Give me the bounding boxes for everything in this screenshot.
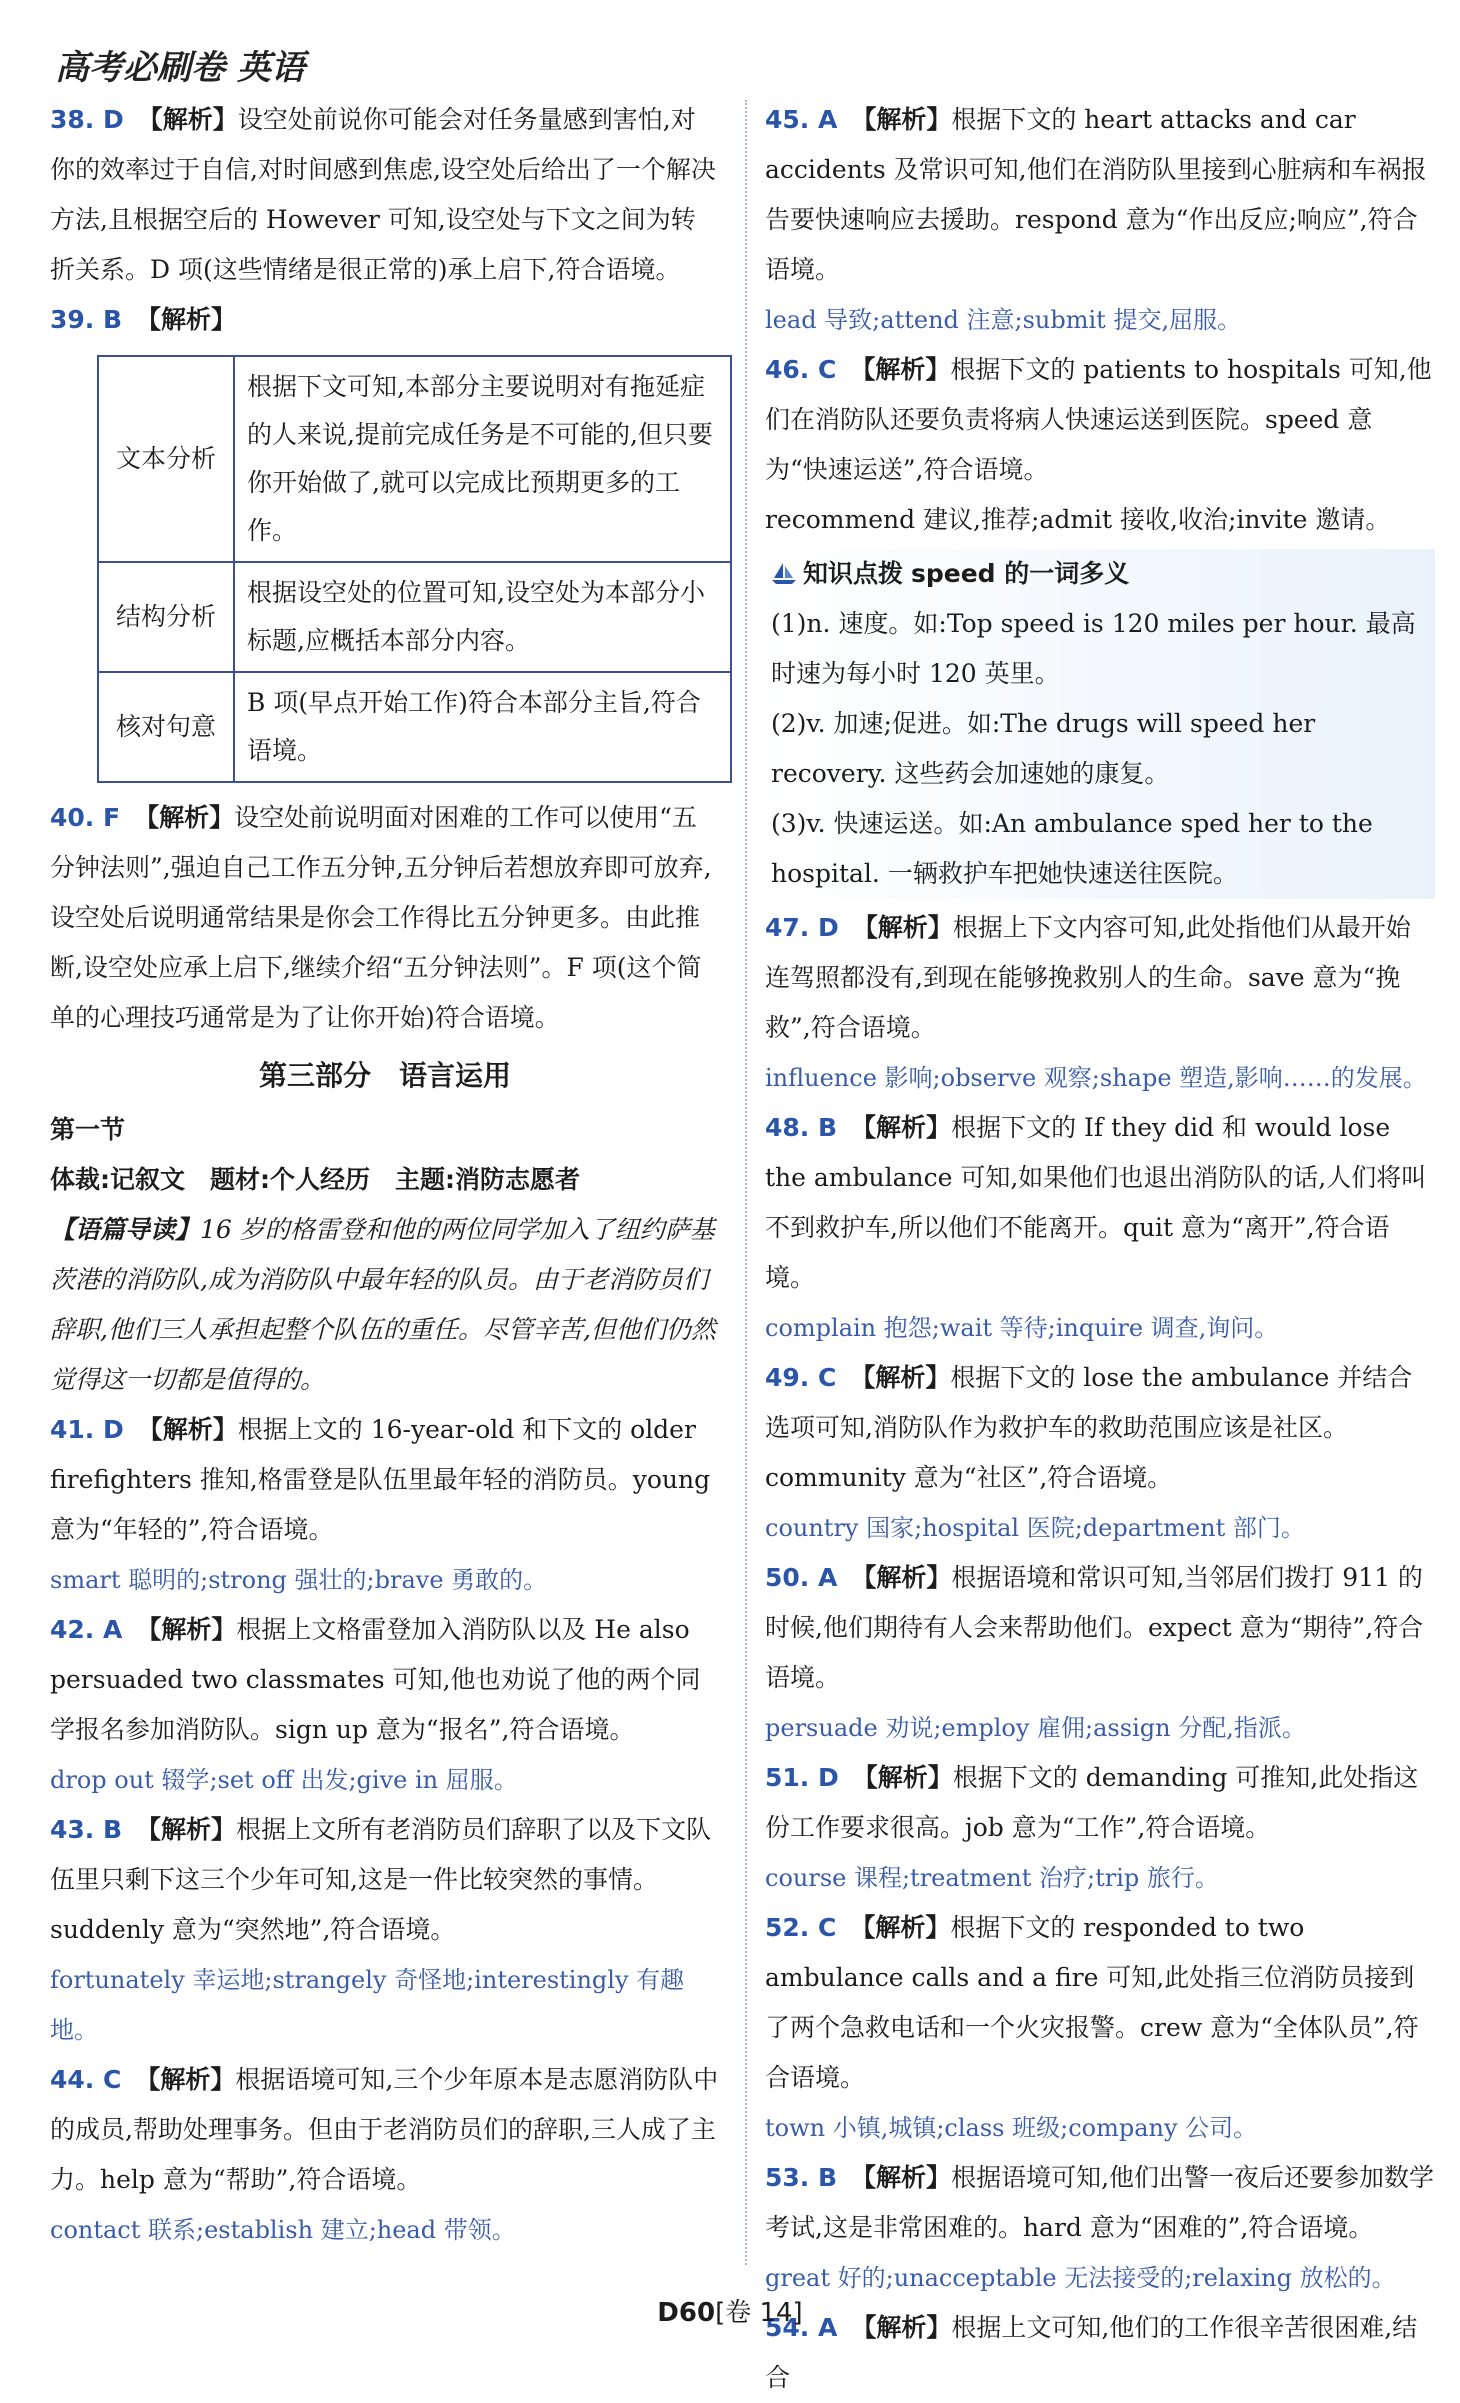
option-glossary: smart 聪明的;strong 强壮的;brave 勇敢的。 [50, 1566, 548, 1594]
analysis-tag: 【解析】 [851, 2163, 952, 2192]
table-label: 文本分析 [98, 356, 234, 562]
answer-47 [765, 903, 1435, 1053]
intro-tag: 【语篇导读】 [50, 1215, 201, 1244]
question-number: 42. A [50, 1615, 123, 1644]
table-row [98, 356, 731, 562]
option-glossary: great 好的;unacceptable 无法接受的;relaxing 放松的。 [765, 2264, 1396, 2292]
column-divider [745, 100, 747, 2265]
analysis-tag: 【解析】 [137, 105, 238, 134]
question-number: 38. D [50, 105, 124, 134]
passage-intro [50, 1205, 720, 1405]
section-title: 第三部分 语言运用 [258, 1059, 511, 1092]
analysis-tag: 【解析】 [851, 2313, 952, 2342]
analysis-text: 根据语境和常识可知,当邻居们拨打 911 的时候,他们期待有人会来帮助他们。expect 意为“期待”,符合语境。 [765, 1563, 1424, 1692]
option-glossary: course 课程;treatment 治疗;trip 旅行。 [765, 1864, 1219, 1892]
answer-38 [50, 95, 720, 295]
analysis-tag: 【解析】 [851, 1113, 952, 1142]
analysis-text: 根据上文所有老消防员们辞职了以及下文队伍里只剩下这三个少年可知,这是一件比较突然的事情。suddenly 意为“突然地”,符合语境。 [50, 1815, 712, 1944]
table-label: 结构分析 [98, 562, 234, 672]
analysis-text: 根据上文可知,他们的工作很辛苦很困难,结合 [765, 2313, 1418, 2392]
question-number: 44. C [50, 2065, 122, 2094]
question-number: 40. F [50, 803, 121, 832]
knowledge-item: (2)v. 加速;促进。如:The drugs will speed her recovery. 这些药会加速她的康复。 [771, 709, 1316, 788]
answer-48 [765, 1103, 1435, 1303]
analysis-tag: 【解析】 [852, 913, 953, 942]
analysis-text: 根据下文的 patients to hospitals 可知,他们在消防队还要负责将病人快速运送到医院。speed 意为“快速运送”,符合语境。 [765, 355, 1432, 484]
analysis-tag: 【解析】 [850, 1363, 951, 1392]
knowledge-box [765, 549, 1435, 899]
option-glossary: influence 影响;observe 观察;shape 塑造,影响……的发展。 [765, 1064, 1427, 1092]
option-glossary: country 国家;hospital 医院;department 部门。 [765, 1514, 1305, 1542]
left-column [50, 95, 720, 2255]
analysis-text: 设空处前说明面对困难的工作可以使用“五分钟法则”,强迫自己工作五分钟,五分钟后若想放弃即可放弃,设空处后说明通常结果是你会工作得比五分钟更多。由此推断,设空处应承上启下,继续介绍“五分钟法则”。F 项(这个简单的心理技巧通常是为了让你开始)符合语境。 [50, 803, 712, 1032]
table-content: 根据下文可知,本部分主要说明对有拖延症的人来说,提前完成任务是不可能的,但只要你开始做了,就可以完成比预期更多的工作。 [234, 356, 731, 562]
table-row [98, 672, 731, 782]
analysis-tag: 【解析】 [850, 355, 951, 384]
subsection-title: 第一节 [50, 1115, 126, 1144]
answer-51 [765, 1753, 1435, 1853]
analysis-tag: 【解析】 [135, 2065, 236, 2094]
page-header: 高考必刷卷 英语 [55, 48, 305, 88]
analysis-text: 根据下文的 heart attacks and car accidents 及常识可知,他们在消防队里接到心脏病和车祸报告要快速响应去援助。respond 意为“作出反应;响应”,符合语境。 [765, 105, 1427, 284]
volume-label: [卷 14] [715, 2298, 803, 2328]
answer-43 [50, 1805, 720, 1955]
question-number: 48. B [765, 1113, 838, 1142]
analysis-text: 根据语境可知,三个少年原本是志愿消防队中的成员,帮助处理事务。但由于老消防员们的辞职,三人成了主力。help 意为“帮助”,符合语境。 [50, 2065, 719, 2194]
question-number: 49. C [765, 1363, 837, 1392]
analysis-text: 设空处前说你可能会对任务量感到害怕,对你的效率过于自信,对时间感到焦虑,设空处后给出了一个解决方法,且根据空后的 However 可知,设空处与下文之间为转折关系。D 项(这些情绪是很正常的)承上启下,符合语境。 [50, 105, 716, 284]
knowledge-item: (3)v. 快速运送。如:An ambulance sped her to the hospital. 一辆救护车把她快速送往医院。 [771, 809, 1373, 888]
answer-53 [765, 2153, 1435, 2253]
sailboat-icon [771, 552, 797, 576]
analysis-text: 根据下文的 If they did 和 would lose the ambulance 可知,如果他们也退出消防队的话,人们将叫不到救护车,所以他们不能离开。quit 意为“离开”,符合语境。 [765, 1113, 1427, 1292]
question-number: 47. D [765, 913, 839, 942]
question-number: 52. C [765, 1913, 837, 1942]
question-number: 50. A [765, 1563, 838, 1592]
analysis-text: 根据上文格雷登加入消防队以及 He also persuaded two classmates 可知,他也劝说了他的两个同学报名参加消防队。sign up 意为“报名”,符合语境。 [50, 1615, 701, 1744]
question-number: 39. B [50, 305, 123, 334]
analysis-tag: 【解析】 [136, 1815, 237, 1844]
analysis-tag: 【解析】 [851, 1563, 952, 1592]
analysis-tag: 【解析】 [852, 1763, 953, 1792]
analysis-text: 根据语境可知,他们出警一夜后还要参加数学考试,这是非常困难的。hard 意为“困难的”,符合语境。 [765, 2163, 1435, 2242]
analysis-table-39 [97, 355, 732, 783]
right-column [765, 95, 1435, 2403]
question-number: 45. A [765, 105, 838, 134]
passage-meta: 体裁:记叙文 题材:个人经历 主题:消防志愿者 [50, 1165, 580, 1194]
knowledge-title: 知识点拨 [803, 559, 904, 588]
analysis-text: 根据下文的 lose the ambulance 并结合选项可知,消防队作为救护车的救助范围应该是社区。community 意为“社区”,符合语境。 [765, 1363, 1413, 1492]
analysis-text: 根据下文的 demanding 可推知,此处指这份工作要求很高。job 意为“工作”,符合语境。 [765, 1763, 1419, 1842]
question-number: 51. D [765, 1763, 839, 1792]
question-number: 43. B [50, 1815, 123, 1844]
option-glossary: persuade 劝说;employ 雇佣;assign 分配,指派。 [765, 1714, 1306, 1742]
option-glossary: complain 抱怨;wait 等待;inquire 调查,询问。 [765, 1314, 1279, 1342]
option-glossary: town 小镇,城镇;class 班级;company 公司。 [765, 2114, 1258, 2142]
table-row [98, 562, 731, 672]
knowledge-header [771, 549, 1429, 599]
option-glossary: contact 联系;establish 建立;head 带领。 [50, 2216, 516, 2244]
analysis-tag: 【解析】 [850, 1913, 951, 1942]
answer-39 [50, 295, 720, 345]
answer-41 [50, 1405, 720, 1555]
option-glossary: lead 导致;attend 注意;submit 提交,屈服。 [765, 306, 1242, 334]
analysis-tag: 【解析】 [136, 305, 237, 334]
answer-42 [50, 1605, 720, 1755]
table-content: B 项(早点开始工作)符合本部分主旨,符合语境。 [234, 672, 731, 782]
answer-46 [765, 345, 1435, 495]
answer-40 [50, 793, 720, 1043]
analysis-text: 根据上文的 16-year-old 和下文的 older firefighters 推知,格雷登是队伍里最年轻的消防员。young 意为“年轻的”,符合语境。 [50, 1415, 711, 1544]
analysis-text: 根据下文的 responded to two ambulance calls and a fire 可知,此处指三位消防员接到了两个急救电话和一个火灾报警。crew 意为“全体队员”,符合语境。 [765, 1913, 1419, 2092]
answer-49 [765, 1353, 1435, 1503]
analysis-text: 根据上下文内容可知,此处指他们从最开始连驾照都没有,到现在能够挽救别人的生命。save 意为“挽救”,符合语境。 [765, 913, 1411, 1042]
page-number: D60 [657, 2298, 716, 2328]
answer-44 [50, 2055, 720, 2205]
table-label: 核对句意 [98, 672, 234, 782]
question-number: 41. D [50, 1415, 124, 1444]
option-glossary: recommend 建议,推荐;admit 接收,收治;invite 邀请。 [765, 505, 1391, 534]
analysis-tag: 【解析】 [137, 1415, 238, 1444]
intro-text: 16 岁的格雷登和他的两位同学加入了纽约萨基茨港的消防队,成为消防队中最年轻的队员。由于老消防员们辞职,他们三人承担起整个队伍的重任。尽管辛苦,但他们仍然觉得这一切都是值得的。 [50, 1215, 716, 1394]
page-footer [0, 2292, 1460, 2329]
knowledge-word: speed 的一词多义 [910, 559, 1130, 588]
option-glossary: drop out 辍学;set off 出发;give in 屈服。 [50, 1766, 518, 1794]
analysis-tag: 【解析】 [136, 1615, 237, 1644]
answer-52 [765, 1903, 1435, 2103]
answer-50 [765, 1553, 1435, 1703]
analysis-tag: 【解析】 [134, 803, 235, 832]
option-glossary: fortunately 幸运地;strangely 奇怪地;interestingly 有趣地。 [50, 1966, 685, 2044]
question-number: 53. B [765, 2163, 838, 2192]
answer-45 [765, 95, 1435, 295]
analysis-tag: 【解析】 [851, 105, 952, 134]
question-number: 46. C [765, 355, 837, 384]
table-content: 根据设空处的位置可知,设空处为本部分小标题,应概括本部分内容。 [234, 562, 731, 672]
knowledge-item: (1)n. 速度。如:Top speed is 120 miles per hour. 最高时速为每小时 120 英里。 [771, 609, 1416, 688]
question-number: 54. A [765, 2313, 838, 2342]
